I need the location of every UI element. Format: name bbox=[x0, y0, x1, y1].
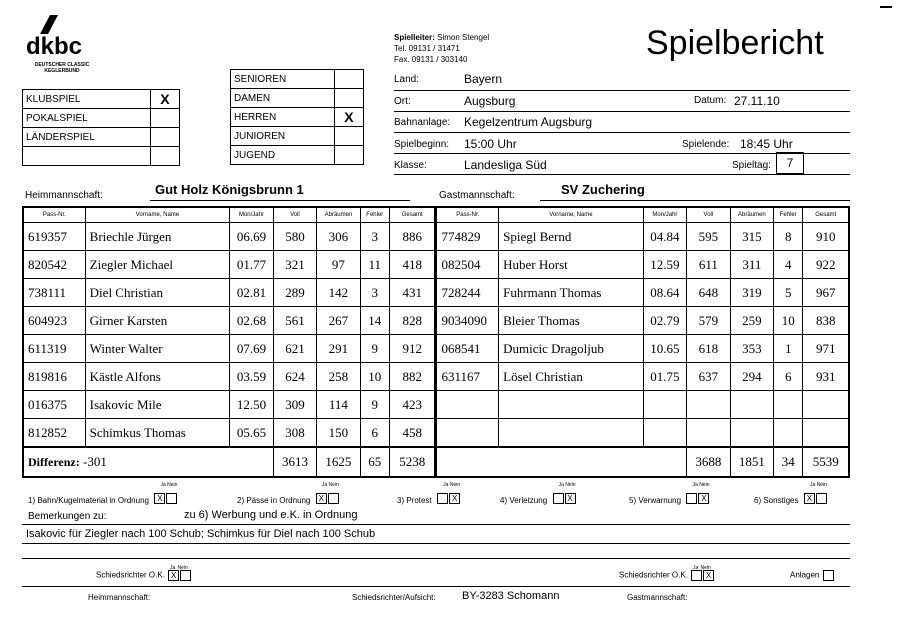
ende-label: Spielende: bbox=[682, 139, 730, 150]
category-mark[interactable] bbox=[334, 127, 363, 146]
guest-ges-cell: 971 bbox=[803, 335, 849, 363]
home-team-name: Gut Holz Königsbrunn 1 bbox=[155, 182, 304, 197]
home-total-voll: 3613 bbox=[273, 447, 316, 477]
match-type-row bbox=[23, 109, 180, 128]
table-row bbox=[23, 307, 849, 335]
sig-guest: Gastmannschaft: bbox=[627, 593, 688, 602]
home-date-cell: 03.59 bbox=[230, 363, 273, 391]
guest-voll-cell: 618 bbox=[687, 335, 730, 363]
check-label: 4) Verletzung bbox=[500, 496, 548, 505]
home-abr-cell: 142 bbox=[317, 279, 360, 307]
checks-row bbox=[28, 482, 858, 506]
home-fehler-cell: 9 bbox=[360, 335, 389, 363]
column-header: Mon/Jahr bbox=[643, 207, 686, 223]
ja-nein-caption: Ja Nein bbox=[692, 482, 710, 488]
guest-fehler-cell: 8 bbox=[774, 223, 803, 251]
category-label: DAMEN bbox=[231, 89, 335, 108]
guest-abr-cell bbox=[730, 419, 773, 448]
ja-nein-caption: Ja Nein bbox=[558, 482, 576, 488]
column-header: Vorname, Name bbox=[499, 207, 644, 223]
home-name-cell: Winter Walter bbox=[85, 335, 230, 363]
category-box bbox=[230, 69, 364, 165]
guest-abr-cell: 311 bbox=[730, 251, 773, 279]
signature-line bbox=[22, 586, 850, 587]
guest-pass-cell: 631167 bbox=[436, 363, 499, 391]
score-table bbox=[22, 206, 850, 478]
home-fehler-cell: 14 bbox=[360, 307, 389, 335]
check-ja-checkbox[interactable]: X bbox=[154, 493, 165, 504]
column-header: Pass-Nr. bbox=[23, 207, 85, 223]
ort-label: Ort: bbox=[394, 96, 411, 107]
guest-name-cell: Dumicic Dragoljub bbox=[499, 335, 644, 363]
match-type-row bbox=[23, 128, 180, 147]
check-item bbox=[397, 482, 460, 508]
guest-ges-cell: 922 bbox=[803, 251, 849, 279]
guest-date-cell: 12.59 bbox=[643, 251, 686, 279]
guest-underline bbox=[540, 200, 850, 201]
datum-value: 27.11.10 bbox=[734, 94, 780, 108]
home-team-label: Heimmannschaft: bbox=[25, 190, 103, 201]
check-nein-checkbox[interactable] bbox=[328, 493, 339, 504]
category-mark[interactable] bbox=[334, 89, 363, 108]
anlagen-label: Anlagen bbox=[790, 570, 820, 580]
category-mark[interactable] bbox=[334, 146, 363, 165]
guest-ges-cell: 967 bbox=[803, 279, 849, 307]
category-label: SENIOREN bbox=[231, 70, 335, 89]
category-row bbox=[231, 127, 364, 146]
category-label: HERREN bbox=[231, 108, 335, 127]
info-row-land bbox=[394, 70, 850, 91]
ja-nein-caption: Ja Nein bbox=[321, 482, 339, 488]
guest-pass-cell bbox=[436, 391, 499, 419]
guest-abr-cell bbox=[730, 391, 773, 419]
info-row-bahn bbox=[394, 112, 850, 133]
footer-ref-home-janein: Ja Nein bbox=[170, 565, 188, 571]
home-fehler-cell: 10 bbox=[360, 363, 389, 391]
guest-name-cell: Lösel Christian bbox=[499, 363, 644, 391]
land-label: Land: bbox=[394, 74, 420, 85]
home-date-cell: 06.69 bbox=[230, 223, 273, 251]
guest-name-cell: Huber Horst bbox=[499, 251, 644, 279]
home-ges-cell: 882 bbox=[389, 363, 436, 391]
column-header: Abräumen bbox=[730, 207, 773, 223]
check-ja-checkbox[interactable] bbox=[437, 493, 448, 504]
home-pass-cell: 604923 bbox=[23, 307, 85, 335]
guest-fehler-cell: 6 bbox=[774, 363, 803, 391]
logo-mark: dkbc bbox=[26, 33, 83, 57]
home-voll-cell: 321 bbox=[273, 251, 316, 279]
totals-row bbox=[23, 447, 849, 477]
match-type-row bbox=[23, 90, 180, 109]
home-abr-cell: 97 bbox=[317, 251, 360, 279]
home-name-cell: Girner Karsten bbox=[85, 307, 230, 335]
table-row bbox=[23, 335, 849, 363]
footer-ref-guest-janein: Ja Nein bbox=[693, 565, 711, 571]
guest-pass-cell: 068541 bbox=[436, 335, 499, 363]
home-abr-cell: 306 bbox=[317, 223, 360, 251]
home-ges-cell: 886 bbox=[389, 223, 436, 251]
guest-name-cell: Spiegl Bernd bbox=[499, 223, 644, 251]
contact-block bbox=[394, 33, 489, 64]
sig-home: Heimmannschaft: bbox=[88, 593, 151, 602]
home-voll-cell: 309 bbox=[273, 391, 316, 419]
ort-value: Augsburg bbox=[464, 94, 516, 108]
match-type-mark[interactable] bbox=[150, 147, 179, 166]
home-ges-cell: 912 bbox=[389, 335, 436, 363]
check-ja-checkbox[interactable]: X bbox=[316, 493, 327, 504]
column-header: Voll bbox=[273, 207, 316, 223]
column-header: Fehler bbox=[774, 207, 803, 223]
column-header: Gesamt bbox=[389, 207, 436, 223]
check-nein-checkbox[interactable]: X bbox=[698, 493, 709, 504]
home-abr-cell: 267 bbox=[317, 307, 360, 335]
check-label: 2) Pässe in Ordnung bbox=[237, 496, 311, 505]
home-date-cell: 12.50 bbox=[230, 391, 273, 419]
remarks-line1: zu 6) Werbung und e.K. in Ordnung bbox=[184, 509, 358, 521]
guest-team-name: SV Zuchering bbox=[561, 182, 645, 197]
home-pass-cell: 738111 bbox=[23, 279, 85, 307]
page-title: Spielbericht bbox=[646, 24, 824, 62]
guest-team-label: Gastmannschaft: bbox=[439, 190, 515, 201]
column-header: Vorname, Name bbox=[85, 207, 230, 223]
home-date-cell: 02.81 bbox=[230, 279, 273, 307]
guest-pass-cell: 082504 bbox=[436, 251, 499, 279]
check-item bbox=[754, 482, 827, 508]
guest-fehler-cell: 10 bbox=[774, 307, 803, 335]
info-row-ort bbox=[394, 91, 850, 112]
check-ja-checkbox[interactable] bbox=[686, 493, 697, 504]
guest-abr-cell: 319 bbox=[730, 279, 773, 307]
guest-name-cell: Fuhrmann Thomas bbox=[499, 279, 644, 307]
home-abr-cell: 150 bbox=[317, 419, 360, 448]
info-block bbox=[394, 70, 850, 175]
home-pass-cell: 619357 bbox=[23, 223, 85, 251]
guest-date-cell bbox=[643, 419, 686, 448]
guest-voll-cell: 611 bbox=[687, 251, 730, 279]
ja-nein-caption: Ja Nein bbox=[809, 482, 827, 488]
home-fehler-cell: 9 bbox=[360, 391, 389, 419]
column-header: Voll bbox=[687, 207, 730, 223]
sig-ref-value: BY-3283 Schomann bbox=[462, 590, 560, 602]
klasse-label: Klasse: bbox=[394, 160, 427, 171]
datum-label: Datum: bbox=[694, 95, 727, 106]
guest-name-cell bbox=[499, 419, 644, 448]
guest-ges-cell: 931 bbox=[803, 363, 849, 391]
guest-total-abr: 1851 bbox=[730, 447, 773, 477]
home-voll-cell: 308 bbox=[273, 419, 316, 448]
match-type-mark[interactable]: X bbox=[150, 90, 179, 109]
table-row bbox=[23, 363, 849, 391]
match-type-label: POKALSPIEL bbox=[23, 109, 151, 128]
guest-pass-cell bbox=[436, 419, 499, 448]
anlagen bbox=[790, 570, 834, 581]
ref-guest-label: Schiedsrichter O.K. bbox=[619, 570, 688, 580]
guest-pass-cell: 728244 bbox=[436, 279, 499, 307]
home-name-cell: Ziegler Michael bbox=[85, 251, 230, 279]
beginn-label: Spielbeginn: bbox=[394, 139, 450, 150]
category-label: JUNIOREN bbox=[231, 127, 335, 146]
ref-guest-nein-checkbox[interactable]: X bbox=[703, 570, 714, 581]
ja-nein-caption: Ja Nein bbox=[443, 482, 461, 488]
match-type-row bbox=[23, 147, 180, 166]
klasse-value: Landesliga Süd bbox=[464, 158, 547, 172]
info-row-beginn bbox=[394, 133, 850, 154]
home-abr-cell: 114 bbox=[317, 391, 360, 419]
category-row bbox=[231, 146, 364, 165]
anlagen-checkbox[interactable] bbox=[823, 570, 834, 581]
check-item bbox=[500, 482, 576, 508]
home-voll-cell: 624 bbox=[273, 363, 316, 391]
guest-ges-cell bbox=[803, 391, 849, 419]
match-type-box bbox=[22, 89, 180, 166]
home-fehler-cell: 3 bbox=[360, 223, 389, 251]
guest-voll-cell: 637 bbox=[687, 363, 730, 391]
bahn-label: Bahnanlage: bbox=[394, 117, 451, 128]
home-pass-cell: 812852 bbox=[23, 419, 85, 448]
guest-date-cell bbox=[643, 391, 686, 419]
guest-total-voll: 3688 bbox=[687, 447, 730, 477]
check-item bbox=[629, 482, 709, 508]
bahn-value: Kegelzentrum Augsburg bbox=[464, 115, 593, 129]
home-ges-cell: 431 bbox=[389, 279, 436, 307]
guest-voll-cell bbox=[687, 419, 730, 448]
match-type-mark[interactable] bbox=[150, 128, 179, 147]
home-pass-cell: 016375 bbox=[23, 391, 85, 419]
guest-date-cell: 01.75 bbox=[643, 363, 686, 391]
logo-line1: DEUTSCHER CLASSIC bbox=[34, 62, 90, 68]
guest-voll-cell: 579 bbox=[687, 307, 730, 335]
logo-graphic bbox=[22, 12, 102, 57]
guest-total-fehler: 34 bbox=[774, 447, 803, 477]
guest-date-cell: 02.79 bbox=[643, 307, 686, 335]
home-name-cell: Kästle Alfons bbox=[85, 363, 230, 391]
check-label: 3) Protest bbox=[397, 496, 432, 505]
check-nein-checkbox[interactable]: X bbox=[449, 493, 460, 504]
diff-value: -301 bbox=[83, 454, 107, 469]
home-pass-cell: 819816 bbox=[23, 363, 85, 391]
guest-name-cell bbox=[499, 391, 644, 419]
ref-home-label: Schiedsrichter O.K. bbox=[96, 570, 165, 580]
home-voll-cell: 621 bbox=[273, 335, 316, 363]
home-pass-cell: 820542 bbox=[23, 251, 85, 279]
home-fehler-cell: 6 bbox=[360, 419, 389, 448]
check-item bbox=[237, 482, 339, 508]
category-row bbox=[231, 70, 364, 89]
home-ges-cell: 828 bbox=[389, 307, 436, 335]
guest-date-cell: 08.64 bbox=[643, 279, 686, 307]
home-name-cell: Briechle Jürgen bbox=[85, 223, 230, 251]
column-header: Fehler bbox=[360, 207, 389, 223]
home-underline bbox=[150, 200, 410, 201]
guest-fehler-cell: 1 bbox=[774, 335, 803, 363]
column-header: Abräumen bbox=[317, 207, 360, 223]
category-row bbox=[231, 89, 364, 108]
home-fehler-cell: 11 bbox=[360, 251, 389, 279]
guest-fehler-cell bbox=[774, 391, 803, 419]
footer-ref-home bbox=[96, 570, 191, 581]
home-date-cell: 05.65 bbox=[230, 419, 273, 448]
spieltag-label: Spieltag: bbox=[732, 160, 771, 171]
diff-label: Differenz: bbox=[28, 455, 80, 469]
guest-name-cell: Bleier Thomas bbox=[499, 307, 644, 335]
guest-date-cell: 04.84 bbox=[643, 223, 686, 251]
table-row bbox=[23, 223, 849, 251]
contact-fax: Fax. 09131 / 303140 bbox=[394, 55, 468, 64]
guest-fehler-cell bbox=[774, 419, 803, 448]
home-pass-cell: 611319 bbox=[23, 335, 85, 363]
check-nein-checkbox[interactable] bbox=[816, 493, 827, 504]
match-type-label: LÄNDERSPIEL bbox=[23, 128, 151, 147]
check-label: 5) Verwarnung bbox=[629, 496, 682, 505]
guest-abr-cell: 353 bbox=[730, 335, 773, 363]
home-voll-cell: 561 bbox=[273, 307, 316, 335]
footer-ref-guest bbox=[619, 570, 714, 581]
guest-date-cell: 10.65 bbox=[643, 335, 686, 363]
guest-abr-cell: 315 bbox=[730, 223, 773, 251]
check-item bbox=[28, 482, 177, 508]
home-total-abr: 1625 bbox=[317, 447, 360, 477]
guest-ges-cell: 838 bbox=[803, 307, 849, 335]
guest-ges-cell: 910 bbox=[803, 223, 849, 251]
match-type-label: KLUBSPIEL bbox=[23, 90, 151, 109]
info-row-klasse bbox=[394, 154, 850, 175]
home-ges-cell: 458 bbox=[389, 419, 436, 448]
beginn-value: 15:00 Uhr bbox=[464, 137, 517, 151]
guest-voll-cell: 595 bbox=[687, 223, 730, 251]
home-abr-cell: 291 bbox=[317, 335, 360, 363]
ende-value: 18:45 Uhr bbox=[740, 137, 793, 151]
ref-home-nein-checkbox[interactable] bbox=[180, 570, 191, 581]
check-ja-checkbox[interactable]: X bbox=[804, 493, 815, 504]
home-total-ges: 5238 bbox=[389, 447, 436, 477]
ref-guest-ja-checkbox[interactable] bbox=[691, 570, 702, 581]
home-name-cell: Diel Christian bbox=[85, 279, 230, 307]
category-mark[interactable] bbox=[334, 70, 363, 89]
table-row bbox=[23, 419, 849, 448]
check-label: 6) Sonstiges bbox=[754, 496, 799, 505]
check-nein-checkbox[interactable] bbox=[166, 493, 177, 504]
remarks-label: Bemerkungen zu: bbox=[28, 511, 107, 522]
home-date-cell: 01.77 bbox=[230, 251, 273, 279]
corner-mark bbox=[880, 6, 892, 8]
table-row bbox=[23, 251, 849, 279]
ref-home-ja-checkbox[interactable]: X bbox=[168, 570, 179, 581]
guest-ges-cell bbox=[803, 419, 849, 448]
home-ges-cell: 418 bbox=[389, 251, 436, 279]
guest-abr-cell: 259 bbox=[730, 307, 773, 335]
check-ja-checkbox[interactable] bbox=[553, 493, 564, 504]
remarks-line2: Isakovic für Ziegler nach 100 Schub; Schimkus für Diel nach 100 Schub bbox=[26, 528, 376, 540]
dkbc-logo bbox=[22, 12, 102, 74]
contact-tel: Tel. 09131 / 31471 bbox=[394, 44, 460, 53]
land-value: Bayern bbox=[464, 72, 503, 86]
guest-fehler-cell: 4 bbox=[774, 251, 803, 279]
guest-pass-cell: 774829 bbox=[436, 223, 499, 251]
column-header: Gesamt bbox=[803, 207, 849, 223]
category-row bbox=[231, 108, 364, 127]
check-nein-checkbox[interactable]: X bbox=[565, 493, 576, 504]
category-label: JUGEND bbox=[231, 146, 335, 165]
remarks-block bbox=[22, 507, 850, 559]
guest-abr-cell: 294 bbox=[730, 363, 773, 391]
logo-line2: KEGLERBUND bbox=[44, 68, 80, 74]
table-row bbox=[23, 279, 849, 307]
category-mark[interactable]: X bbox=[334, 108, 363, 127]
remarks-line3 bbox=[22, 544, 850, 559]
guest-voll-cell: 648 bbox=[687, 279, 730, 307]
guest-pass-cell: 9034090 bbox=[436, 307, 499, 335]
spielleiter-label: Spielleiter: bbox=[394, 33, 435, 42]
home-abr-cell: 258 bbox=[317, 363, 360, 391]
home-ges-cell: 423 bbox=[389, 391, 436, 419]
sig-ref-label: Schiedsrichter/Aufsicht: bbox=[352, 593, 436, 602]
home-name-cell: Isakovic Mile bbox=[85, 391, 230, 419]
home-name-cell: Schimkus Thomas bbox=[85, 419, 230, 448]
column-header: Mon/Jahr bbox=[230, 207, 273, 223]
home-date-cell: 07.69 bbox=[230, 335, 273, 363]
home-voll-cell: 289 bbox=[273, 279, 316, 307]
ja-nein-caption: Ja Nein bbox=[160, 482, 178, 488]
match-type-mark[interactable] bbox=[150, 109, 179, 128]
guest-fehler-cell: 5 bbox=[774, 279, 803, 307]
home-fehler-cell: 3 bbox=[360, 279, 389, 307]
check-label: 1) Bahn/Kugelmaterial in Ordnung bbox=[28, 496, 149, 505]
home-voll-cell: 580 bbox=[273, 223, 316, 251]
match-type-label bbox=[23, 147, 151, 166]
home-date-cell: 02.68 bbox=[230, 307, 273, 335]
guest-voll-cell bbox=[687, 391, 730, 419]
table-row bbox=[23, 391, 849, 419]
column-header: Pass-Nr. bbox=[436, 207, 499, 223]
guest-total-ges: 5539 bbox=[803, 447, 849, 477]
spieltag-value: 7 bbox=[776, 152, 804, 174]
spielleiter-name: Simon Stengel bbox=[437, 33, 490, 42]
home-total-fehler: 65 bbox=[360, 447, 389, 477]
